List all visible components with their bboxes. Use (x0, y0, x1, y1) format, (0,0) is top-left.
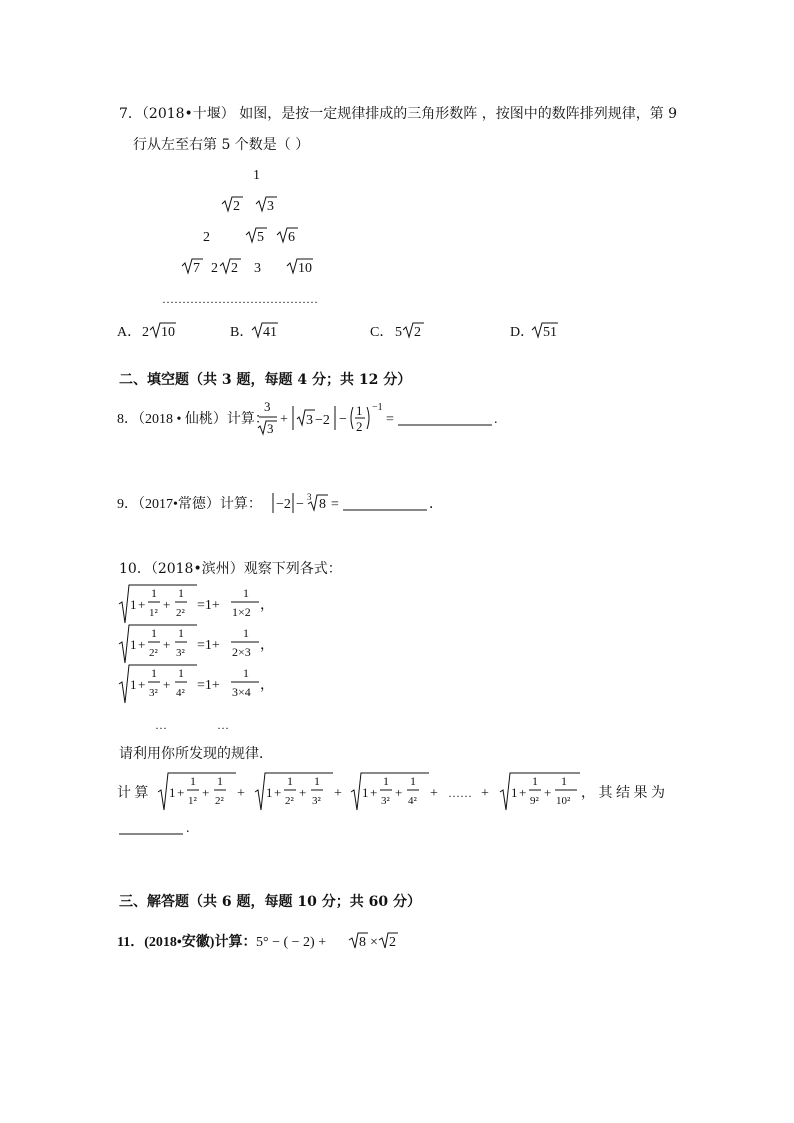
svg-text:+: + (163, 597, 171, 612)
svg-text:3: 3 (307, 492, 312, 502)
q8-line (115, 396, 535, 444)
q10-compute-label: 计 算 (117, 786, 149, 801)
svg-text:1: 1 (561, 774, 567, 788)
tri-r1-1: 1 (253, 168, 260, 183)
svg-text:9²: 9² (530, 795, 539, 807)
svg-text:3: 3 (306, 413, 313, 428)
svg-text:1: 1 (130, 677, 137, 692)
svg-text:2: 2 (389, 935, 396, 950)
svg-text:1: 1 (243, 626, 249, 640)
svg-text:，: ， (260, 598, 274, 613)
svg-text:7: 7 (193, 261, 200, 276)
svg-text:+: + (299, 785, 307, 800)
svg-text:1: 1 (243, 666, 249, 680)
svg-text:4²: 4² (176, 687, 185, 699)
q10-result-label: ， 其 结 果 为 (581, 786, 665, 801)
svg-text:1: 1 (130, 597, 137, 612)
svg-text:.: . (494, 412, 498, 427)
svg-text:1: 1 (178, 626, 184, 640)
q9-cube-root (307, 492, 328, 512)
q10-eq3 (119, 665, 274, 703)
svg-text:−1: −1 (372, 402, 383, 413)
q10-sum-line (115, 770, 685, 816)
tri-r3-2: 2 (203, 230, 210, 245)
q10-eq2 (119, 625, 274, 663)
svg-text:−2: −2 (276, 497, 291, 512)
svg-text:5: 5 (395, 325, 402, 340)
q10-label: 10．（2018•滨州）观察下列各式： (119, 561, 342, 577)
svg-text:+: + (280, 412, 288, 427)
svg-text:+: + (481, 786, 489, 801)
svg-text:−2: −2 (315, 413, 330, 428)
q10-instruction: 请利用你所发现的规律． (119, 746, 273, 762)
svg-text:51: 51 (543, 325, 557, 340)
svg-text:+: + (334, 786, 342, 801)
svg-text:1: 1 (532, 774, 538, 788)
tri-dots: ………………………………… (162, 292, 318, 306)
q8-label: 8．（2018 • 仙桃）计算： (117, 412, 269, 427)
q7-line1: 7．（2018•十堰） 如图，是按一定规律排成的三角形数阵 ，按图中的数阵排列规律，第 9 (119, 106, 678, 122)
svg-text:3: 3 (267, 421, 274, 436)
svg-text:8: 8 (319, 497, 326, 512)
tri-r4-sqrt10 (287, 259, 313, 276)
q10-answer-line (115, 818, 215, 842)
svg-text:8: 8 (359, 935, 366, 950)
q10-sum-term-last (500, 773, 580, 810)
svg-text:1: 1 (314, 774, 320, 788)
svg-text:1: 1 (410, 774, 416, 788)
svg-text:3²: 3² (312, 795, 321, 807)
q10-eq1 (119, 585, 274, 623)
tri-r3-sqrt6 (277, 228, 298, 245)
svg-text:−: − (339, 412, 347, 427)
svg-text:+: + (177, 785, 185, 800)
svg-text:+: + (430, 786, 438, 801)
svg-text:10: 10 (161, 325, 175, 340)
option-c[interactable] (370, 323, 424, 340)
number-triangle (150, 160, 370, 320)
svg-text:+: + (138, 597, 146, 612)
tri-r4-3: 3 (254, 261, 261, 276)
svg-text:2: 2 (414, 325, 421, 340)
svg-text:2: 2 (356, 419, 363, 434)
q8-half-inverse (351, 402, 383, 434)
svg-text:3: 3 (264, 399, 271, 414)
svg-text:.: . (186, 821, 190, 836)
q11-line (115, 926, 415, 956)
svg-text:1: 1 (130, 637, 137, 652)
svg-text:1: 1 (190, 774, 196, 788)
svg-text:×: × (370, 935, 378, 950)
svg-text:D．: D． (510, 325, 535, 340)
svg-text:3²: 3² (381, 795, 390, 807)
svg-text:10: 10 (298, 261, 312, 276)
svg-text:C．: C． (370, 325, 394, 340)
tri-r4-2sqrt2 (211, 259, 241, 276)
svg-text:1: 1 (151, 666, 157, 680)
svg-text:10²: 10² (556, 795, 571, 807)
q7-options (115, 318, 575, 344)
q11-label: 11．(2018•安徽)计算： (117, 935, 257, 950)
option-b[interactable] (230, 323, 278, 340)
svg-text:3×4: 3×4 (232, 685, 251, 699)
svg-text:1: 1 (178, 586, 184, 600)
svg-text:2²: 2² (215, 795, 224, 807)
svg-text:6: 6 (288, 230, 295, 245)
svg-text:+: + (202, 785, 210, 800)
q10-sum-term-2 (255, 773, 333, 810)
svg-text:，: ， (260, 638, 274, 653)
svg-text:1: 1 (356, 403, 363, 418)
svg-text:=1+: =1+ (197, 598, 220, 613)
svg-text:+: + (274, 785, 282, 800)
svg-text:=: = (386, 412, 394, 427)
svg-text:2×3: 2×3 (232, 645, 251, 659)
q10-sum-dots: …… (448, 786, 472, 800)
q9-line (115, 488, 455, 518)
svg-text:2²: 2² (176, 607, 185, 619)
svg-text:+: + (163, 677, 171, 692)
svg-text:3²: 3² (176, 647, 185, 659)
q11-sqrt2 (379, 933, 398, 950)
svg-text:1: 1 (178, 666, 184, 680)
svg-text:2: 2 (142, 325, 149, 340)
svg-text:1: 1 (362, 785, 369, 800)
svg-text:1: 1 (217, 774, 223, 788)
section-3-title: 三、解答题（共 6 题，每题 10 分；共 60 分） (119, 894, 421, 910)
svg-text:1: 1 (266, 785, 273, 800)
svg-text:=1+: =1+ (197, 638, 220, 653)
option-d[interactable] (510, 323, 558, 340)
svg-text:−: − (296, 497, 304, 512)
svg-text:B．: B． (230, 325, 254, 340)
svg-text:=1+: =1+ (197, 678, 220, 693)
svg-text:5° − ( − 2) +: 5° − ( − 2) + (256, 935, 327, 950)
svg-text:+: + (138, 677, 146, 692)
svg-text:．: ． (429, 497, 443, 512)
svg-text:1: 1 (151, 586, 157, 600)
svg-text:1: 1 (169, 785, 176, 800)
option-a[interactable] (117, 323, 176, 340)
q9-label: 9．（2017•常德）计算： (117, 497, 262, 512)
svg-text:2²: 2² (149, 647, 158, 659)
tri-r2-sqrt3 (256, 197, 277, 214)
svg-text:+: + (138, 637, 146, 652)
q7-line2: 行从左至右第 5 个数是（ ） (133, 137, 310, 153)
svg-text:+: + (395, 785, 403, 800)
q10-ellipsis-right: … (217, 718, 229, 732)
svg-text:+: + (544, 785, 552, 800)
q8-frac-3-over-sqrt3 (258, 399, 277, 436)
q10-sum-term-1 (158, 773, 236, 810)
svg-text:4²: 4² (408, 795, 417, 807)
svg-text:5: 5 (257, 230, 264, 245)
svg-text:1²: 1² (188, 795, 197, 807)
svg-text:，: ， (260, 678, 274, 693)
q8-abs (293, 406, 335, 430)
svg-text:+: + (163, 637, 171, 652)
svg-text:41: 41 (263, 325, 277, 340)
svg-text:1×2: 1×2 (232, 605, 251, 619)
svg-text:+: + (237, 786, 245, 801)
q11-sqrt8 (349, 933, 368, 950)
tri-r3-sqrt5 (246, 228, 267, 245)
q10-equations (115, 583, 315, 735)
svg-text:1: 1 (511, 785, 518, 800)
svg-text:2²: 2² (285, 795, 294, 807)
q10-sum-term-3 (351, 773, 429, 810)
svg-text:+: + (370, 785, 378, 800)
svg-text:=: = (331, 497, 339, 512)
svg-text:1²: 1² (149, 607, 158, 619)
section-2-title: 二、填空题（共 3 题，每题 4 分；共 12 分） (119, 372, 412, 388)
svg-text:A．: A． (117, 325, 142, 340)
svg-text:1: 1 (243, 586, 249, 600)
svg-text:3: 3 (267, 199, 274, 214)
tri-r2-sqrt2 (222, 197, 243, 214)
svg-text:2: 2 (231, 261, 238, 276)
svg-text:+: + (519, 785, 527, 800)
svg-text:1: 1 (151, 626, 157, 640)
tri-r4-sqrt7 (182, 259, 203, 276)
q10-ellipsis-left: … (155, 718, 167, 732)
svg-text:3²: 3² (149, 687, 158, 699)
svg-text:1: 1 (383, 774, 389, 788)
svg-text:2: 2 (233, 199, 240, 214)
svg-text:1: 1 (287, 774, 293, 788)
svg-text:2: 2 (211, 261, 218, 276)
